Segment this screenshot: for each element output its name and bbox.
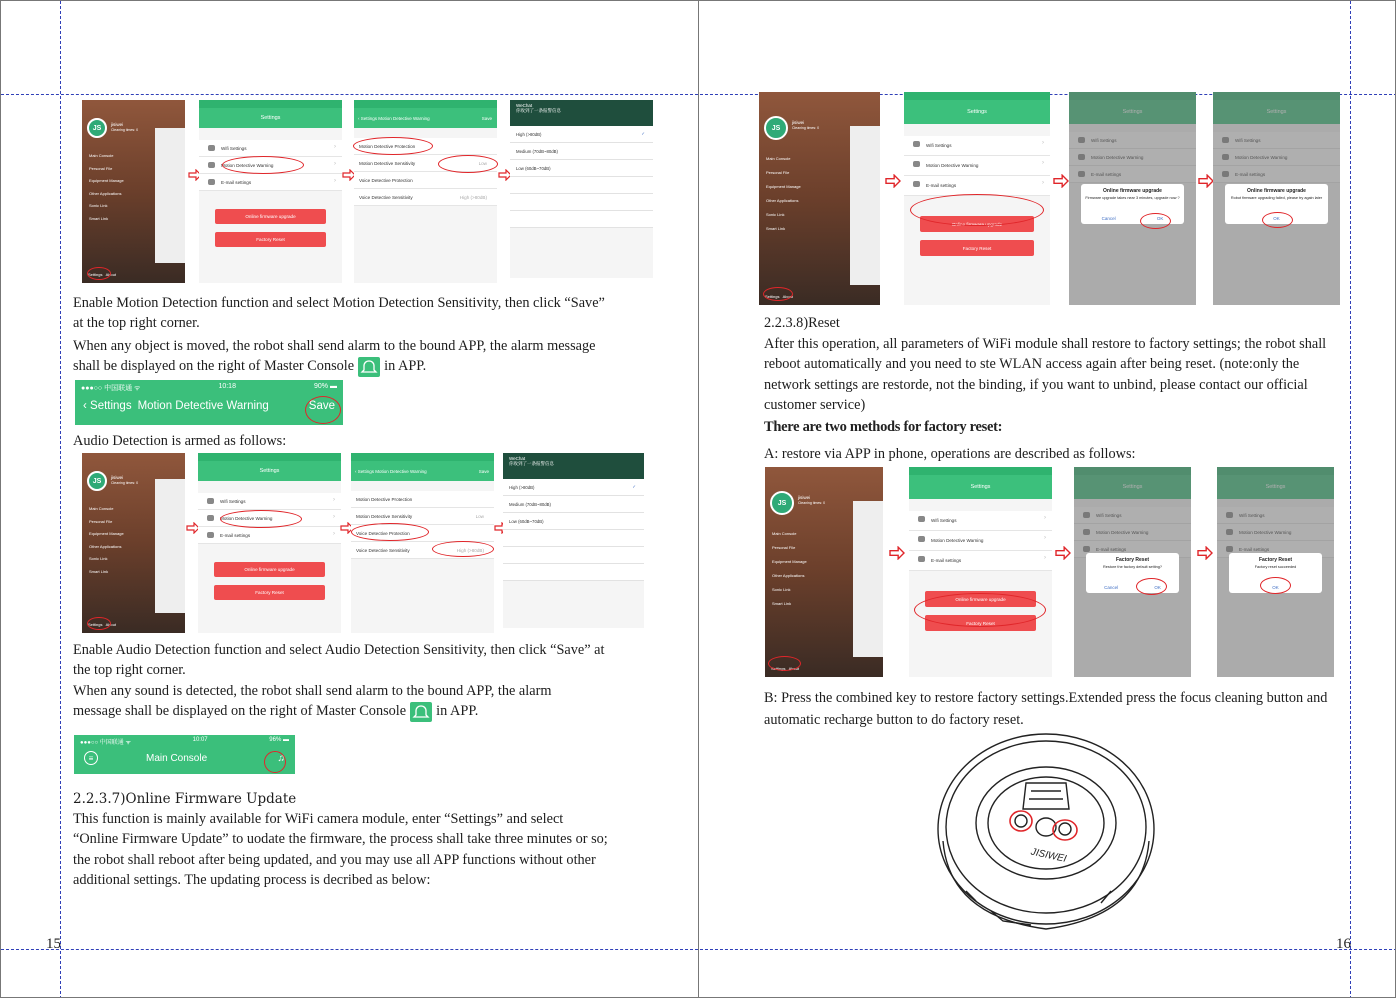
phone-settings-screen: Settings Wifi Settings › Motion Detective Warning › E-mail settings › Online firmware upgrade Factory Reset xyxy=(198,453,341,633)
highlight-voice-sensitivity xyxy=(432,541,494,557)
phone-sidebar-screen: JS jisiwei Cleaning times: 0 Main Console Personal File Equipment Manage Other Applications Sonic Link Smart Link Settings About xyxy=(765,467,883,677)
firmware-text: This function is mainly available for WiFi camera module, enter “Settings” and select “Online Firmware Update” to uodate the firmware, the process shall take three minutes or so; the robot shall reboot after being updated, and you may use all APP functions without other additional settings. The updating process is decribed as below: xyxy=(73,811,608,888)
side-sub: Cleaning times: 0 xyxy=(111,128,139,132)
highlight-factory-reset xyxy=(914,593,1046,627)
page-divider xyxy=(698,1,699,998)
highlight-motion xyxy=(220,510,302,528)
page-number-right: 16 xyxy=(1336,936,1351,952)
highlight-settings xyxy=(768,656,801,671)
highlight-save xyxy=(305,396,341,424)
phone-level-screen: WeChat 你收到了一条报警信息 High (>80dB) ✓ Medium (70dB~80dB) Low (60dB~70dB) xyxy=(503,453,644,628)
highlight-ok xyxy=(1260,577,1291,594)
bell-icon xyxy=(410,702,432,722)
highlight-voice-protection xyxy=(351,523,429,541)
highlight-ok xyxy=(1140,213,1171,229)
reset-title: 2.2.3.8)Reset xyxy=(764,315,840,331)
side-menu: Main Console Personal File Equipment Manage Other Applications Sonic Link Smart Link xyxy=(89,153,124,221)
page-number-left: 15 xyxy=(46,936,61,952)
phone-settings-screen: Settings Wifi Settings › Motion Detective Warning › E-mail settings › Online firmware upgrade Factory Reset xyxy=(909,467,1052,677)
phone-settings-screen: Settings Wifi Settings › Motion Detective Warning › E-mail settings › Online firmware upgrade Factory Reset xyxy=(904,92,1050,305)
method-b: B: Press the combined key to restore factory settings.Extended press the focus cleaning button and automatic recharge button to do factory reset. xyxy=(764,690,1328,728)
arrow-right-icon xyxy=(1054,546,1072,560)
para-audio-alarm: When any sound is detected, the robot shall send alarm to the bound APP, the alarm message shall be displayed on the right of Master Console in APP. xyxy=(73,681,598,722)
audio-armed: Audio Detection is armed as follows: xyxy=(73,433,287,449)
highlight-motion xyxy=(222,156,304,174)
phone-level-screen: WeChat 你收到了一条报警信息 High (>80dB) ✓ Medium (70dB~80dB) Low (60dB~70dB) xyxy=(510,100,653,278)
bar-title: Motion Detective Warning xyxy=(137,400,269,412)
guide-bottom xyxy=(1,949,1396,950)
phone-settings-screen: Settings Wifi Settings › Motion Detective Warning › E-mail settings › Online firmware upgrade Factory Reset xyxy=(199,100,342,283)
phone-reset-dialog-screen: Factory Reset Restore the factory default setting? Cancel OK xyxy=(1074,467,1191,677)
robot-vacuum-illustration xyxy=(931,731,1161,936)
highlight-ok xyxy=(1262,212,1293,228)
highlight-ok xyxy=(1136,578,1167,595)
phone-sidebar-screen: JS jisiwei Cleaning times: 0 Main Console Personal File Equipment Manage Other Applications Sonic Link Smart Link Settings About xyxy=(82,100,185,283)
highlight-protection xyxy=(353,137,433,155)
two-methods-heading: There are two methods for factory reset: xyxy=(764,419,1003,435)
phone-motion-screen: ‹ Settings Motion Detective Warning Save Motion Detective Protection Motion Detective Sensitivity Low Voice Detective Protection Voice Detective Sensitivity High (>80dB) xyxy=(354,100,497,283)
method-a: A: restore via APP in phone, operations are described as follows: xyxy=(764,446,1136,462)
highlight-settings xyxy=(763,287,793,301)
highlight-sensitivity xyxy=(438,155,498,173)
highlight-bell xyxy=(264,751,286,773)
phone-voice-screen: ‹ Settings Motion Detective Warning Save Motion Detective Protection Motion Detective Sensitivity Low Voice Detective Protection Voice Detective Sensitivity High (>80dB) xyxy=(351,453,494,633)
phone-upgrade-result-screen: Online firmware upgrade Robot firmware upgrading failed, please try again later OK xyxy=(1213,92,1340,305)
para-audio-enable: Enable Audio Detection function and select Audio Detection Sensitivity, then click “Save” at the top right corner. xyxy=(73,642,605,679)
side-user: jisiwei xyxy=(111,122,124,127)
arrow-right-icon xyxy=(1052,174,1070,188)
arrow-right-icon xyxy=(888,546,906,560)
phone-upgrade-dialog-screen: Online firmware upgrade Firmware upgrade takes near 3 minutes, upgrade now ? Cancel OK xyxy=(1069,92,1196,305)
highlight-settings xyxy=(87,617,111,630)
firmware-title: 2.2.3.7)Online Firmware Update xyxy=(73,791,297,807)
bell-icon[interactable]: ♫ xyxy=(277,752,285,764)
para-motion-enable: Enable Motion Detection function and select Motion Detection Sensitivity, then click “Save” at the top right corner. xyxy=(73,295,605,332)
reset-text: After this operation, all parameters of WiFi module shall restore to factory settings; the robot shall reboot automatically and you need to ste WLAN access again after being reset. (note:only the network settings are restorde, not the binding, if you want to unbind, please contact our official customer service) xyxy=(764,336,1327,413)
para-motion-alarm: When any object is moved, the robot shall send alarm to the bound APP, the alarm message shall be displayed on the right of Master Console in APP. xyxy=(73,336,598,377)
highlight-online-upgrade xyxy=(910,194,1044,226)
console-title: Main Console xyxy=(146,752,208,764)
bell-icon xyxy=(358,357,380,377)
guide-left xyxy=(60,1,61,998)
phone-sidebar-screen: JS jisiwei Cleaning times: 0 Main Console Personal File Equipment Manage Other Applications Sonic Link Smart Link Settings About xyxy=(759,92,880,305)
phone-reset-result-screen: Factory Reset Factory reset succeeded OK xyxy=(1217,467,1334,677)
back-link[interactable]: ‹ Settings xyxy=(83,400,132,412)
save-button[interactable]: Save xyxy=(308,400,335,412)
arrow-right-icon xyxy=(884,174,902,188)
main-console-bar: ●●●○○ 中国联通 ᯤ 10:07 96% ▬ ≡ Main Console ♫ xyxy=(74,735,295,774)
guide-right xyxy=(1350,1,1351,998)
highlight-settings xyxy=(87,267,111,280)
app-logo: JS xyxy=(87,118,107,138)
phone-sidebar-screen: JS jisiwei Cleaning times: 0 Main Console Personal File Equipment Manage Other Applications Sonic Link Smart Link Settings About xyxy=(82,453,185,633)
robot-brand: JISIWEI xyxy=(1029,846,1068,865)
arrow-right-icon xyxy=(1196,546,1214,560)
motion-warning-bar: ●●●○○ 中国联通 ᯤ 10:18 90% ▬ ‹ Settings Motion Detective Warning Save xyxy=(75,380,343,425)
menu-icon[interactable]: ≡ xyxy=(84,751,98,765)
